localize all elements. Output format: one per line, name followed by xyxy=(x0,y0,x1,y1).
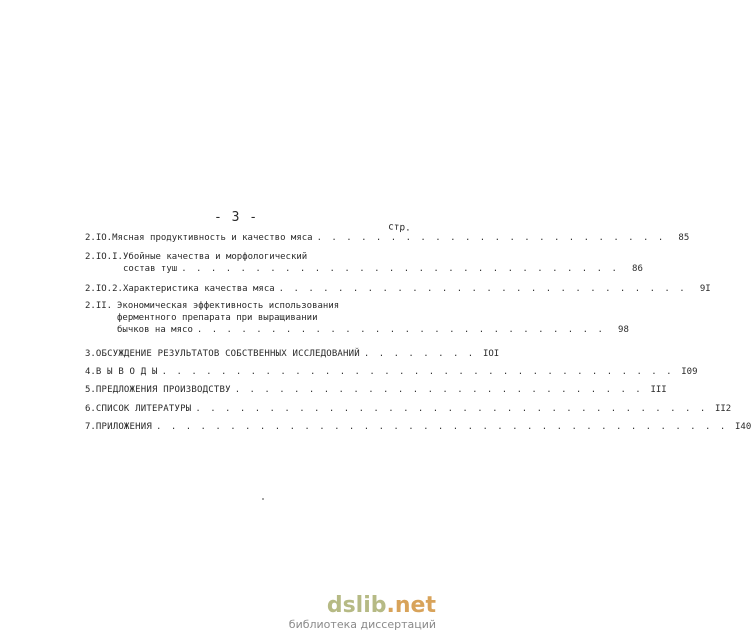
leader-dots: . . . . . . . . xyxy=(363,349,476,359)
entry-title: В Ы В О Д Ы xyxy=(95,367,158,377)
toc-entry-6 xyxy=(85,403,732,415)
entry-number: 3. xyxy=(85,349,96,359)
leader-dots: . . . . . . . . . . . . . . . . . . . . . . . . . . . . . . . . . . . xyxy=(161,367,674,377)
pages-column-header: стр. xyxy=(387,221,412,234)
entry-page: 9I xyxy=(699,284,711,294)
entry-title: Характеристика качества мяса xyxy=(122,284,275,294)
toc-entry-2-10 xyxy=(85,232,690,244)
entry-page: II2 xyxy=(714,404,732,414)
entry-title-line1: Экономическая эффективность использования xyxy=(117,301,340,311)
entry-number: 2.IO.2. xyxy=(85,284,123,294)
leader-dots: . . . . . . . . . . . . . . . . . . . . . . . . . . . . . . . . . . . xyxy=(195,404,708,414)
entry-title-line3: бычков на мясо xyxy=(117,325,193,335)
leader-dots: . . . . . . . . . . . . . . . . . . . . . . . . xyxy=(316,233,666,243)
entry-page: IOI xyxy=(482,349,500,359)
entry-title: ОБСУЖДЕНИЕ РЕЗУЛЬТАТОВ СОБСТВЕННЫХ ИССЛЕДОВАНИЙ xyxy=(95,349,360,359)
entry-page: I09 xyxy=(681,367,698,377)
page-number: - 3 - xyxy=(214,210,259,225)
watermark-logo: dslib.net xyxy=(326,593,436,618)
scan-speck xyxy=(262,498,264,500)
entry-number: 7. xyxy=(85,422,96,432)
toc-entry-2-11 xyxy=(85,300,629,336)
entry-page: 86 xyxy=(632,264,643,274)
entry-number: 6. xyxy=(85,404,96,414)
entry-page: 98 xyxy=(618,325,629,335)
entry-number: 2.II. xyxy=(85,301,113,311)
entry-title-line1: Убойные качества и морфологический xyxy=(123,252,308,262)
toc-entry-2-10-2 xyxy=(85,283,711,295)
leader-dots: . . . . . . . . . . . . . . . . . . . . . . . . . . . . xyxy=(278,284,687,294)
leader-dots: . . . . . . . . . . . . . . . . . . . . . . . . . . . . . . xyxy=(181,264,619,274)
entry-page: III xyxy=(650,385,667,395)
entry-title: Мясная продуктивность и качество мяса xyxy=(112,233,313,243)
entry-number: 4. xyxy=(85,367,96,377)
entry-number: 2.IO.I. xyxy=(85,252,123,262)
entry-title: СПИСОК ЛИТЕРАТУРЫ xyxy=(95,404,192,414)
entry-page: 85 xyxy=(678,233,690,243)
toc-entry-7 xyxy=(85,421,751,433)
toc-entry-4 xyxy=(85,366,698,378)
watermark xyxy=(289,594,436,632)
toc-entry-5 xyxy=(85,384,667,396)
entry-title: ПРЕДЛОЖЕНИЯ ПРОИЗВОДСТВУ xyxy=(95,385,231,395)
toc-entry-2-10-1 xyxy=(85,251,643,275)
entry-number: 2.IO. xyxy=(85,233,113,243)
entry-title-line2: состав туш xyxy=(123,264,178,274)
leader-dots: . . . . . . . . . . . . . . . . . . . . . . . . . . . . . . . . . . . . . . . xyxy=(156,422,728,432)
entry-page: I40 xyxy=(735,422,751,432)
entry-number: 5. xyxy=(85,385,96,395)
watermark-subtitle: библиотека диссертаций xyxy=(288,618,436,631)
leader-dots: . . . . . . . . . . . . . . . . . . . . . . . . . . . . xyxy=(234,385,643,395)
toc-entry-3 xyxy=(85,348,500,360)
entry-title-line2: ферментного препарата при выращивании xyxy=(117,313,318,323)
entry-title: ПРИЛОЖЕНИЯ xyxy=(95,422,153,432)
leader-dots: . . . . . . . . . . . . . . . . . . . . . . . . . . . . xyxy=(196,325,605,335)
